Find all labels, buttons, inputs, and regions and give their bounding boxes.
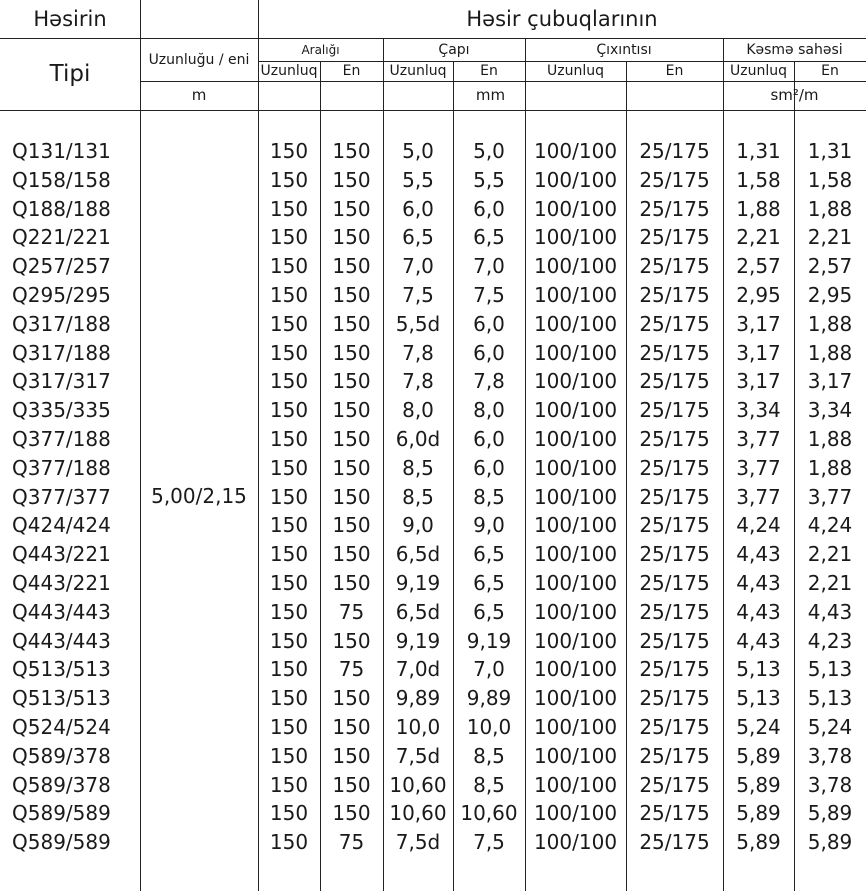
cell-area-length: 5,13	[736, 657, 781, 681]
cell-diameter-length: 5,5d	[395, 312, 441, 336]
cell-type: Q424/424	[12, 513, 111, 537]
cell-area-length: 3,77	[736, 456, 781, 480]
cell-diameter-width: 6,0	[473, 456, 505, 480]
cell-spacing-width: 150	[332, 168, 371, 192]
header-spacing: Aralığı	[301, 42, 340, 57]
subheader-spacing-length: Uzunluq	[260, 63, 318, 79]
cell-overhang-length: 100/100	[533, 225, 618, 249]
cell-area-width: 1,58	[807, 168, 853, 192]
cell-area-length: 4,43	[736, 629, 781, 653]
cell-area-length: 3,17	[736, 312, 781, 336]
cell-area-width: 1,88	[807, 427, 853, 451]
cell-spacing-width: 150	[332, 225, 371, 249]
cell-diameter-length: 9,19	[395, 571, 441, 595]
cell-spacing-length: 150	[269, 773, 309, 797]
cell-overhang-length: 100/100	[533, 715, 618, 739]
cell-area-length: 5,89	[736, 801, 781, 825]
cell-overhang-width: 25/175	[639, 312, 710, 336]
cell-overhang-length: 100/100	[533, 456, 618, 480]
cell-spacing-width: 150	[332, 312, 371, 336]
cell-spacing-width: 150	[332, 398, 371, 422]
cell-diameter-length: 5,5	[402, 168, 434, 192]
cell-diameter-width: 9,0	[473, 513, 505, 537]
cell-area-width: 3,78	[807, 773, 853, 797]
cell-diameter-length: 9,19	[395, 629, 441, 653]
cell-diameter-length: 6,0	[402, 197, 434, 221]
cell-overhang-width: 25/175	[639, 254, 710, 278]
cell-diameter-width: 6,0	[473, 312, 505, 336]
cell-area-length: 3,17	[736, 369, 781, 393]
cell-area-width: 2,21	[807, 225, 853, 249]
cell-overhang-width: 25/175	[639, 600, 710, 624]
subheader-area-length: Uzunluq	[730, 63, 787, 79]
cell-diameter-width: 10,60	[460, 801, 518, 825]
header-bars: Həsir çubuqlarının	[466, 6, 658, 31]
cell-overhang-length: 100/100	[533, 686, 618, 710]
cell-spacing-length: 150	[269, 686, 309, 710]
cell-type: Q443/221	[12, 542, 111, 566]
cell-spacing-length: 150	[269, 513, 309, 537]
cell-area-length: 2,95	[736, 283, 781, 307]
cell-area-width: 1,88	[807, 197, 853, 221]
cell-overhang-length: 100/100	[533, 139, 618, 163]
cell-overhang-width: 25/175	[639, 513, 710, 537]
cell-diameter-length: 9,89	[395, 686, 441, 710]
cell-spacing-length: 150	[269, 485, 309, 509]
cell-area-width: 1,88	[807, 456, 853, 480]
cell-spacing-width: 150	[332, 485, 371, 509]
cell-overhang-width: 25/175	[639, 715, 710, 739]
cell-overhang-width: 25/175	[639, 456, 710, 480]
cell-diameter-width: 6,5	[473, 600, 505, 624]
cell-area-length: 3,34	[736, 398, 781, 422]
cell-overhang-length: 100/100	[533, 197, 618, 221]
cell-overhang-width: 25/175	[639, 139, 710, 163]
cell-area-width: 4,23	[807, 629, 853, 653]
subheader-overhang-width: En	[665, 63, 684, 79]
cell-spacing-length: 150	[269, 456, 309, 480]
cell-overhang-length: 100/100	[533, 485, 618, 509]
cell-area-length: 5,24	[736, 715, 781, 739]
cell-diameter-width: 7,5	[473, 830, 505, 854]
cell-diameter-width: 8,5	[473, 744, 505, 768]
cell-overhang-length: 100/100	[533, 657, 618, 681]
cell-diameter-width: 10,0	[466, 715, 512, 739]
cell-overhang-width: 25/175	[639, 341, 710, 365]
cell-type: Q513/513	[12, 657, 111, 681]
cell-overhang-width: 25/175	[639, 657, 710, 681]
cell-diameter-length: 7,5	[402, 283, 434, 307]
cell-overhang-length: 100/100	[533, 542, 618, 566]
cell-diameter-length: 10,60	[389, 801, 447, 825]
grid-line	[0, 110, 866, 111]
cell-type: Q513/513	[12, 686, 111, 710]
cell-type: Q589/589	[12, 801, 111, 825]
cell-area-length: 3,77	[736, 427, 781, 451]
cell-area-width: 5,13	[807, 657, 853, 681]
cell-spacing-width: 150	[332, 254, 371, 278]
cell-spacing-length: 150	[269, 629, 309, 653]
cell-spacing-width: 150	[332, 283, 371, 307]
cell-type: Q589/589	[12, 830, 111, 854]
cell-diameter-width: 6,5	[473, 225, 505, 249]
cell-area-width: 4,43	[807, 600, 853, 624]
cell-diameter-length: 7,0d	[395, 657, 441, 681]
cell-type: Q295/295	[12, 283, 111, 307]
cell-overhang-width: 25/175	[639, 283, 710, 307]
cell-diameter-length: 5,0	[402, 139, 434, 163]
cell-area-width: 1,88	[807, 341, 853, 365]
cell-spacing-length: 150	[269, 600, 309, 624]
cell-overhang-width: 25/175	[639, 629, 710, 653]
unit-meters: m	[191, 86, 207, 104]
cell-diameter-length: 7,8	[402, 369, 434, 393]
cell-diameter-width: 7,0	[473, 657, 505, 681]
cell-area-width: 5,24	[807, 715, 853, 739]
cell-overhang-length: 100/100	[533, 312, 618, 336]
cell-spacing-length: 150	[269, 312, 309, 336]
cell-spacing-width: 75	[338, 657, 365, 681]
cell-diameter-length: 6,5d	[395, 600, 441, 624]
cell-diameter-width: 8,5	[473, 485, 505, 509]
header-type: Tipi	[49, 60, 91, 87]
header-section-area: Kəsmə sahəsi	[746, 41, 843, 58]
cell-overhang-length: 100/100	[533, 801, 618, 825]
cell-diameter-length: 10,0	[395, 715, 441, 739]
cell-spacing-length: 150	[269, 168, 309, 192]
cell-area-length: 5,13	[736, 686, 781, 710]
cell-diameter-length: 6,5d	[395, 542, 441, 566]
cell-type: Q317/317	[12, 369, 111, 393]
cell-overhang-length: 100/100	[533, 168, 618, 192]
cell-spacing-width: 75	[338, 830, 365, 854]
cell-type: Q589/378	[12, 773, 111, 797]
cell-spacing-length: 150	[269, 341, 309, 365]
cell-spacing-width: 150	[332, 197, 371, 221]
cell-overhang-width: 25/175	[639, 830, 710, 854]
cell-overhang-width: 25/175	[639, 801, 710, 825]
cell-diameter-length: 7,8	[402, 341, 434, 365]
cell-spacing-length: 150	[269, 197, 309, 221]
cell-spacing-length: 150	[269, 830, 309, 854]
cell-spacing-width: 150	[332, 139, 371, 163]
cell-diameter-length: 6,0d	[395, 427, 441, 451]
cell-spacing-width: 150	[332, 427, 371, 451]
cell-area-width: 3,77	[807, 485, 853, 509]
header-diameter: Çapı	[438, 41, 470, 58]
cell-diameter-width: 6,0	[473, 341, 505, 365]
cell-overhang-length: 100/100	[533, 513, 618, 537]
cell-overhang-width: 25/175	[639, 427, 710, 451]
cell-area-length: 4,43	[736, 542, 781, 566]
unit-millimeters: mm	[475, 86, 506, 104]
cell-spacing-width: 150	[332, 369, 371, 393]
cell-spacing-width: 150	[332, 513, 371, 537]
cell-area-length: 2,57	[736, 254, 781, 278]
cell-area-width: 3,17	[807, 369, 853, 393]
subheader-spacing-width: En	[342, 63, 361, 79]
cell-overhang-width: 25/175	[639, 369, 710, 393]
cell-area-width: 3,78	[807, 744, 853, 768]
cell-area-width: 2,95	[807, 283, 853, 307]
cell-overhang-length: 100/100	[533, 283, 618, 307]
mesh-size-value: 5,00/2,15	[151, 484, 247, 508]
cell-diameter-width: 8,5	[473, 773, 505, 797]
cell-type: Q524/524	[12, 715, 111, 739]
cell-spacing-width: 75	[338, 600, 365, 624]
cell-overhang-length: 100/100	[533, 744, 618, 768]
cell-type: Q188/188	[12, 197, 111, 221]
cell-type: Q377/188	[12, 456, 111, 480]
cell-spacing-length: 150	[269, 715, 309, 739]
cell-diameter-width: 7,0	[473, 254, 505, 278]
cell-type: Q443/443	[12, 629, 111, 653]
cell-overhang-length: 100/100	[533, 369, 618, 393]
cell-spacing-width: 150	[332, 456, 371, 480]
cell-overhang-length: 100/100	[533, 341, 618, 365]
subheader-area-width: En	[821, 63, 839, 79]
cell-area-length: 1,88	[736, 197, 781, 221]
cell-area-width: 2,21	[807, 542, 853, 566]
cell-spacing-width: 150	[332, 715, 371, 739]
cell-overhang-width: 25/175	[639, 168, 710, 192]
cell-overhang-length: 100/100	[533, 773, 618, 797]
cell-diameter-length: 7,5d	[395, 830, 441, 854]
cell-area-length: 2,21	[736, 225, 781, 249]
cell-area-width: 5,89	[807, 830, 853, 854]
cell-area-length: 5,89	[736, 773, 781, 797]
cell-overhang-length: 100/100	[533, 571, 618, 595]
cell-spacing-length: 150	[269, 225, 309, 249]
cell-overhang-width: 25/175	[639, 571, 710, 595]
cell-spacing-length: 150	[269, 427, 309, 451]
cell-diameter-width: 5,0	[473, 139, 505, 163]
cell-diameter-width: 7,8	[473, 369, 505, 393]
cell-diameter-length: 9,0	[402, 513, 434, 537]
cell-spacing-width: 150	[332, 571, 371, 595]
cell-overhang-width: 25/175	[639, 398, 710, 422]
cell-type: Q131/131	[12, 139, 111, 163]
cell-spacing-width: 150	[332, 542, 371, 566]
cell-spacing-length: 150	[269, 801, 309, 825]
cell-spacing-length: 150	[269, 398, 309, 422]
cell-spacing-length: 150	[269, 542, 309, 566]
cell-overhang-length: 100/100	[533, 600, 618, 624]
cell-area-length: 1,58	[736, 168, 781, 192]
subheader-diameter-width: En	[480, 63, 498, 79]
cell-diameter-width: 6,0	[473, 197, 505, 221]
cell-type: Q317/188	[12, 312, 111, 336]
cell-diameter-length: 8,0	[402, 398, 434, 422]
grid-line	[140, 0, 141, 891]
cell-diameter-length: 8,5	[402, 456, 434, 480]
cell-area-width: 3,34	[807, 398, 853, 422]
cell-spacing-length: 150	[269, 139, 309, 163]
cell-diameter-width: 9,89	[466, 686, 512, 710]
cell-spacing-length: 150	[269, 369, 309, 393]
cell-area-width: 1,88	[807, 312, 853, 336]
cell-area-width: 4,24	[807, 513, 853, 537]
cell-diameter-width: 6,5	[473, 542, 505, 566]
cell-type: Q589/378	[12, 744, 111, 768]
cell-diameter-width: 5,5	[473, 168, 505, 192]
header-overhang: Çıxıntısı	[596, 41, 652, 58]
cell-area-length: 1,31	[736, 139, 781, 163]
cell-diameter-length: 10,60	[389, 773, 447, 797]
cell-area-length: 4,43	[736, 571, 781, 595]
cell-spacing-width: 150	[332, 629, 371, 653]
cell-diameter-width: 7,5	[473, 283, 505, 307]
cell-overhang-width: 25/175	[639, 485, 710, 509]
cell-area-width: 1,31	[807, 139, 853, 163]
cell-overhang-length: 100/100	[533, 830, 618, 854]
cell-area-length: 4,43	[736, 600, 781, 624]
cell-overhang-width: 25/175	[639, 744, 710, 768]
cell-overhang-width: 25/175	[639, 773, 710, 797]
cell-overhang-width: 25/175	[639, 225, 710, 249]
cell-type: Q443/221	[12, 571, 111, 595]
unit-sm2-per-m: sm²/m	[770, 86, 819, 104]
cell-spacing-width: 150	[332, 341, 371, 365]
subheader-overhang-length: Uzunluq	[547, 63, 604, 79]
cell-diameter-length: 6,5	[402, 225, 434, 249]
cell-type: Q377/377	[12, 485, 111, 509]
cell-diameter-width: 9,19	[466, 629, 512, 653]
cell-spacing-width: 150	[332, 801, 371, 825]
cell-type: Q443/443	[12, 600, 111, 624]
cell-area-length: 5,89	[736, 830, 781, 854]
cell-diameter-length: 7,0	[402, 254, 434, 278]
cell-area-width: 2,57	[807, 254, 853, 278]
cell-overhang-width: 25/175	[639, 686, 710, 710]
cell-spacing-width: 150	[332, 773, 371, 797]
cell-overhang-length: 100/100	[533, 398, 618, 422]
cell-area-length: 3,17	[736, 341, 781, 365]
cell-type: Q158/158	[12, 168, 111, 192]
cell-diameter-width: 6,0	[473, 427, 505, 451]
cell-area-length: 3,77	[736, 485, 781, 509]
cell-type: Q377/188	[12, 427, 111, 451]
cell-diameter-width: 6,5	[473, 571, 505, 595]
cell-spacing-length: 150	[269, 283, 309, 307]
cell-area-width: 5,89	[807, 801, 853, 825]
cell-overhang-length: 100/100	[533, 254, 618, 278]
cell-type: Q335/335	[12, 398, 111, 422]
cell-overhang-length: 100/100	[533, 629, 618, 653]
cell-type: Q317/188	[12, 341, 111, 365]
cell-area-length: 4,24	[736, 513, 781, 537]
cell-diameter-length: 8,5	[402, 485, 434, 509]
cell-overhang-length: 100/100	[533, 427, 618, 451]
header-mesh: Həsirin	[33, 6, 107, 31]
header-length-width: Uzunluğu / eni	[148, 51, 250, 68]
cell-area-width: 5,13	[807, 686, 853, 710]
cell-type: Q221/221	[12, 225, 111, 249]
cell-spacing-length: 150	[269, 657, 309, 681]
cell-overhang-width: 25/175	[639, 197, 710, 221]
cell-spacing-length: 150	[269, 571, 309, 595]
subheader-diameter-length: Uzunluq	[389, 63, 447, 79]
cell-spacing-length: 150	[269, 744, 309, 768]
cell-area-length: 5,89	[736, 744, 781, 768]
cell-spacing-length: 150	[269, 254, 309, 278]
cell-spacing-width: 150	[332, 744, 371, 768]
cell-diameter-length: 7,5d	[395, 744, 441, 768]
cell-diameter-width: 8,0	[473, 398, 505, 422]
cell-type: Q257/257	[12, 254, 111, 278]
cell-area-width: 2,21	[807, 571, 853, 595]
cell-overhang-width: 25/175	[639, 542, 710, 566]
cell-spacing-width: 150	[332, 686, 371, 710]
